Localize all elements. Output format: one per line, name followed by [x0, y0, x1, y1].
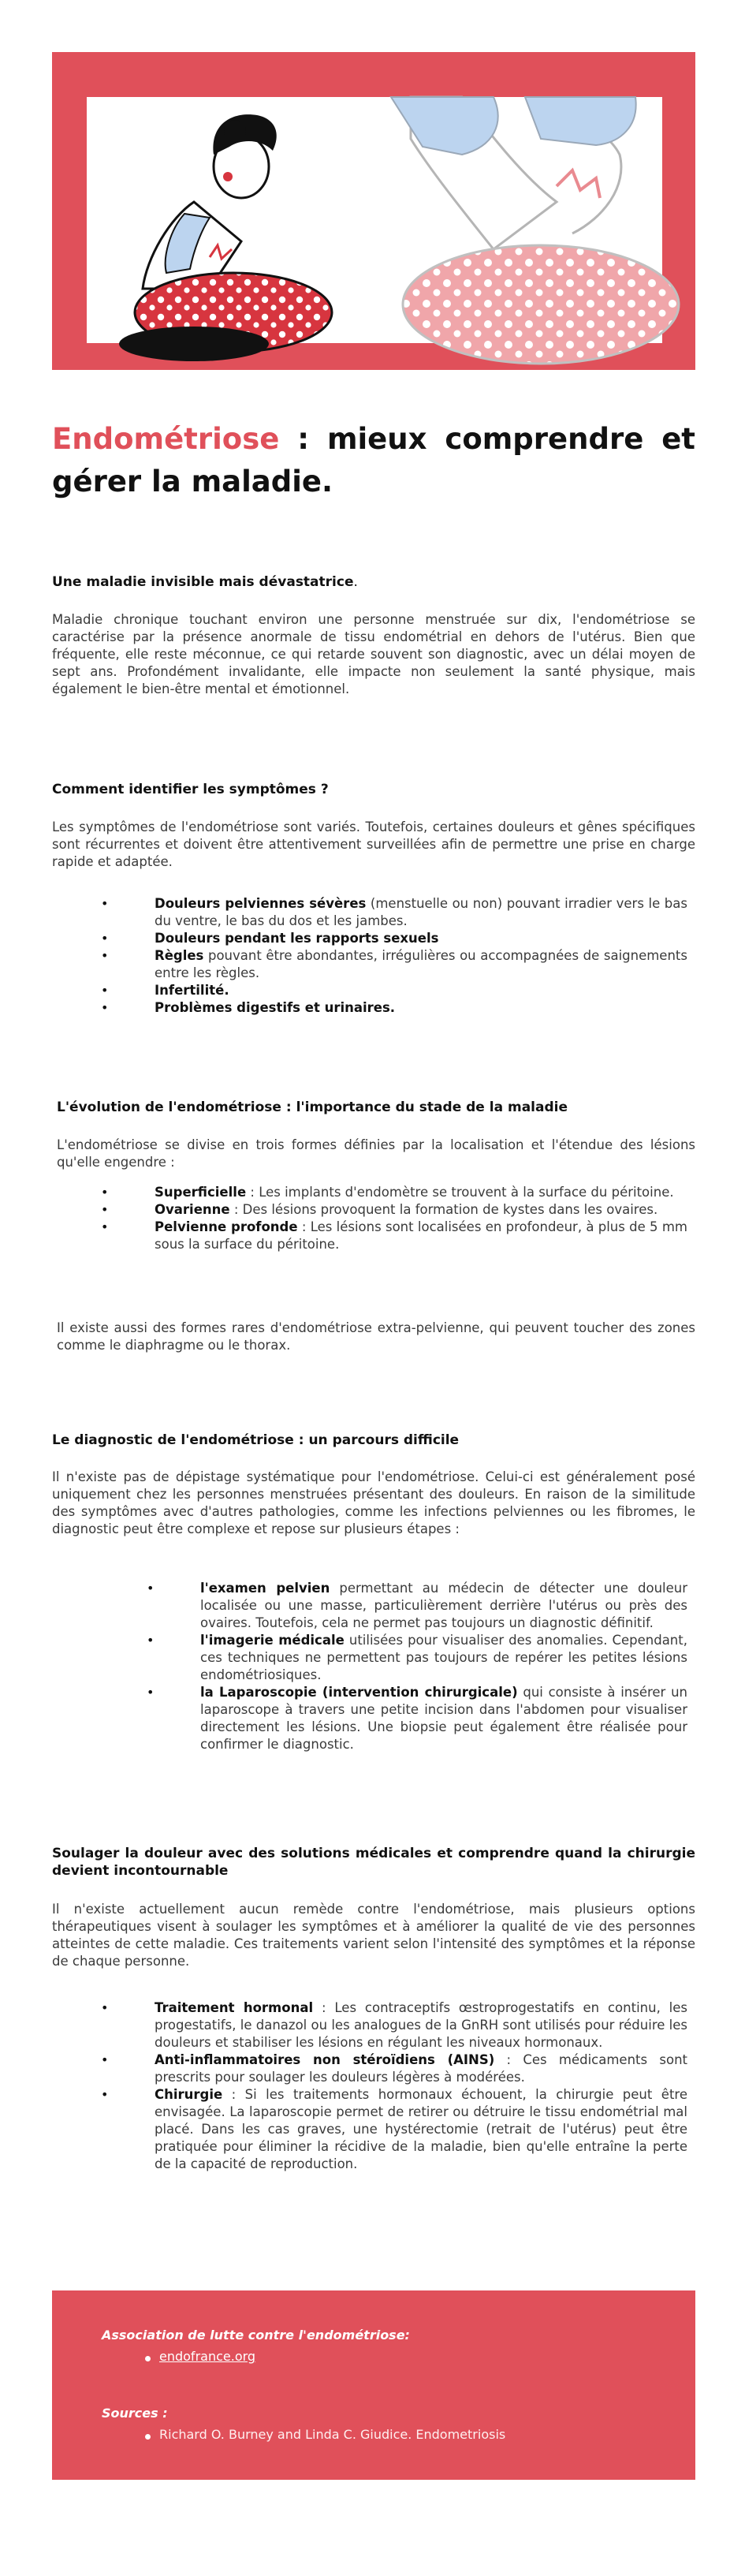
list-item: [155, 2086, 687, 2173]
earring: [223, 172, 233, 181]
footer-box: [52, 2290, 695, 2480]
list-item: [155, 982, 687, 999]
item-text: (menstuelle ou non) pouvant irradier vers le bas du ventre, le bas du dos et les jambes.: [155, 896, 687, 928]
item-text: : Si les traitements hormonaux échouent, la chirurgie peut être envisagée. La laparoscopie permet de retirer ou détruire le tissu endométrial mal placé. Dans les cas graves, une hystérectomie (retrait de l'utérus) peut être pratiquée pour éliminer la récidive de la maladie, bien qu'elle entraîne la perte de la capacité de reproduction.: [155, 2087, 687, 2171]
item-text: pouvant être abondantes, irrégulières ou accompagnées de saignements entre les règles.: [155, 948, 687, 980]
stages-list: [155, 1184, 687, 1253]
heading-suffix: .: [353, 574, 358, 590]
item-text: : Des lésions provoquent la formation de kystes dans les ovaires.: [229, 1202, 658, 1217]
item-bold: l'examen pelvien: [200, 1581, 330, 1596]
item-bold: Problèmes digestifs et urinaires.: [155, 1000, 396, 1015]
paragraph-diagnosis: Il n'existe pas de dépistage systématique pour l'endométriose. Celui-ci est généralement posé uniquement chez les personnes menstruées présentant des douleurs. En raison de la similitude des symptômes avec d'autres pathologies, comme les infections pelviennes ou les fibromes, le diagnostic peut être complexe et repose sur plusieurs étapes :: [52, 1469, 695, 1536]
symptoms-list: [155, 895, 687, 1017]
list-item: [200, 1684, 687, 1753]
paragraph-extra-pelvic: Il existe aussi des formes rares d'endométriose extra-pelvienne, qui peuvent toucher des zones comme le diaphragme ou le thorax.: [57, 1320, 695, 1353]
sources-label: Sources :: [102, 2406, 168, 2421]
item-bold: Pelvienne profonde: [155, 1219, 298, 1234]
item-bold: la Laparoscopie (intervention chirurgicale): [200, 1685, 518, 1700]
heading-text: Une maladie invisible mais dévastatrice: [52, 574, 354, 590]
item-bold: Superficielle: [155, 1185, 247, 1200]
association-link[interactable]: endofrance.org: [159, 2349, 256, 2364]
diagnosis-list: [200, 1580, 687, 1753]
item-text: : Les contraceptifs œstroprogestatifs en continu, les progestatifs, le danazol ou les analogues de la GnRH sont utilisés pour réduire les douleurs et stabiliser les lésions en régulant les niveaux hormonaux.: [155, 2000, 688, 2050]
association-link-wrapper: [159, 2349, 255, 2364]
item-text: : Ces médicaments sont prescrits pour soulager les douleurs légères à modérées.: [155, 2052, 687, 2085]
item-bold: Chirurgie: [155, 2087, 223, 2102]
item-text: permettant au médecin de détecter une douleur localisée ou une masse, particulièrement derrière l'utérus ou près des ovaires. Toutefois, cela ne permet pas toujours un diagnostic définitif.: [200, 1581, 688, 1630]
bullet-dot: [145, 2434, 151, 2440]
item-bold: Douleurs pendant les rapports sexuels: [155, 931, 439, 946]
title-accent: Endométriose: [52, 422, 280, 456]
item-text: : Les implants d'endomètre se trouvent à la surface du péritoine.: [246, 1185, 674, 1200]
page-title: [52, 418, 695, 503]
item-bold: Infertilité.: [155, 983, 229, 998]
faded-pain-mark: [557, 170, 600, 198]
item-bold: Anti-inflammatoires non stéroïdiens (AINS): [155, 2052, 495, 2067]
list-item: [155, 999, 687, 1017]
section-heading-invisible-disease: [52, 573, 695, 591]
list-item: [200, 1632, 687, 1684]
item-bold: Ovarienne: [155, 1202, 230, 1217]
list-item: [155, 1184, 687, 1201]
section-heading-stages: L'évolution de l'endométriose : l'importance du stade de la maladie: [57, 1099, 568, 1115]
paragraph-symptoms: Les symptômes de l'endométriose sont variés. Toutefois, certaines douleurs et gênes spécifiques sont récurrentes et doivent être attentivement surveillées afin de permettre une prise en charge rapide et adaptée.: [52, 819, 695, 869]
paragraph-stages: L'endométriose se divise en trois formes définies par la localisation et l'étendue des lésions qu'elle engendre :: [57, 1137, 695, 1170]
source-item: Richard O. Burney and Linda C. Giudice. Endometriosis: [159, 2427, 506, 2442]
item-bold: Traitement hormonal: [155, 2000, 314, 2015]
list-item: [155, 895, 687, 930]
bullet-dot: [145, 2356, 151, 2361]
section-heading-symptoms: Comment identifier les symptômes ?: [52, 782, 329, 797]
list-item: [155, 930, 687, 947]
paragraph-treatment: Il n'existe actuellement aucun remède contre l'endométriose, mais plusieurs options thérapeutiques visent à soulager les symptômes et à améliorer la qualité de vie des personnes atteintes de cette maladie. Ces traitements varient selon l'intensité des symptômes et la réponse de chaque personne.: [52, 1902, 695, 1969]
illustration-art: [52, 52, 695, 370]
list-item: [155, 1999, 687, 2051]
stool: [119, 327, 269, 361]
list-item: [200, 1580, 687, 1632]
paragraph-invisible-disease: Maladie chronique touchant environ une personne menstruée sur dix, l'endométriose se caractérise par la présence anormale de tissu endométrial en dehors de l'utérus. Bien que fréquente, elle reste méconnue, ce qui retarde souvent son diagnostic, avec un délai moyen de sept ans. Profondément invalidante, elle impacte non seulement la santé physique, mais également le bien-être mental et émotionnel.: [52, 612, 695, 696]
section-heading-diagnosis: Le diagnostic de l'endométriose : un parcours difficile: [52, 1432, 460, 1448]
faded-sleeve: [391, 97, 498, 155]
faded-pants: [403, 245, 679, 364]
item-text: utilisées pour visualiser des anomalies. Cependant, ces techniques ne permettent pas toujours de repérer les petites lésions endométriosiques.: [200, 1633, 687, 1682]
list-item: [155, 947, 687, 982]
list-item: [155, 1201, 687, 1219]
item-text: qui consiste à insérer un laparoscope à travers une petite incision dans l'abdomen pour visualiser directement les lésions. Une biopsie peut également être réalisée pour confirmer le diagnostic.: [200, 1685, 687, 1752]
item-bold: l'imagerie médicale: [200, 1633, 345, 1648]
treatment-list: [155, 1999, 687, 2173]
section-heading-treatment: Soulager la douleur avec des solutions médicales et comprendre quand la chirurgie devient incontournable: [52, 1846, 695, 1879]
list-item: [155, 2051, 687, 2086]
hero-illustration: [52, 52, 695, 370]
association-label: Association de lutte contre l'endométriose:: [102, 2328, 410, 2343]
item-text: : Les lésions sont localisées en profondeur, à plus de 5 mm sous la surface du péritoine.: [155, 1219, 687, 1252]
title-rest: : mieux comprendre et gérer la maladie.: [52, 422, 695, 498]
item-bold: Douleurs pelviennes sévères: [155, 896, 367, 911]
item-bold: Règles: [155, 948, 204, 963]
list-item: [155, 1219, 687, 1253]
